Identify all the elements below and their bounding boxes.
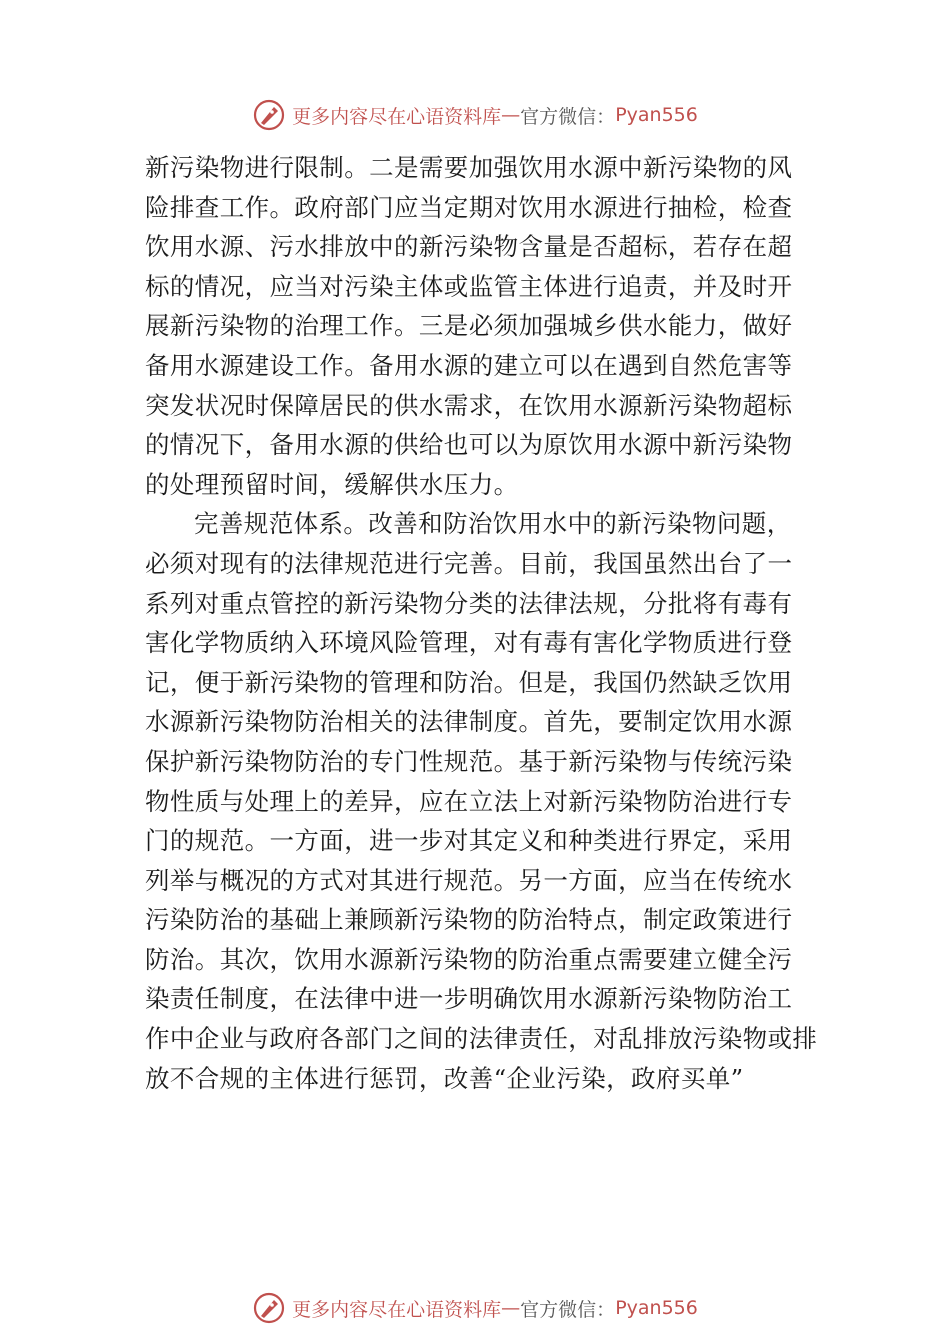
- body-line: 新污染物进行限制。二是需要加强饮用水源中新污染物的风: [145, 153, 793, 182]
- body-line: 必须对现有的法律规范进行完善。目前，我国虽然出台了一: [145, 548, 793, 578]
- body-line: 作中企业与政府各部门之间的法律责任，对乱排放污染物或排: [145, 1024, 818, 1054]
- body-line: 放不合规的主体进行惩罚，改善“企业污染，政府买单”: [145, 1063, 744, 1093]
- body-line: 展新污染物的治理工作。三是必须加强城乡供水能力，做好: [145, 311, 793, 341]
- body-line: 害化学物质纳入环境风险管理，对有毒有害化学物质进行登: [145, 628, 793, 658]
- body-line: 物性质与处理上的差异，应在立法上对新污染物防治进行专: [145, 786, 793, 816]
- banner-wechat-id: Pyan556: [615, 104, 698, 126]
- pen-nib-logo-icon: [252, 98, 286, 132]
- banner-dash: —: [501, 104, 521, 126]
- banner-dash: —: [501, 1297, 521, 1319]
- footer-banner: [0, 1288, 950, 1328]
- body-line: 门的规范。一方面，进一步对其定义和种类进行界定，采用: [145, 826, 793, 856]
- body-line: 标的情况，应当对污染主体或监管主体进行追责，并及时开: [145, 271, 793, 301]
- body-line: 系列对重点管控的新污染物分类的法律法规，分批将有毒有: [145, 588, 793, 618]
- header-banner: [0, 95, 950, 135]
- banner-title: 更多内容尽在心语资料库: [292, 1298, 502, 1321]
- body-line: 饮用水源、污水排放中的新污染物含量是否超标，若存在超: [145, 232, 793, 262]
- body-line: 防治。其次，饮用水源新污染物的防治重点需要建立健全污: [145, 944, 793, 974]
- body-line: 水源新污染物防治相关的法律制度。首先，要制定饮用水源: [145, 707, 793, 737]
- body-line: 污染防治的基础上兼顾新污染物的防治特点，制定政策进行: [145, 905, 793, 935]
- body-line: 保护新污染物防治的专门性规范。基于新污染物与传统污染: [145, 746, 793, 776]
- banner-title: 更多内容尽在心语资料库: [292, 105, 502, 128]
- paragraph-heading-line: 完善规范体系。改善和防治饮用水中的新污染物问题，: [194, 509, 792, 539]
- body-line: 染责任制度，在法律中进一步明确饮用水源新污染物防治工: [145, 984, 793, 1014]
- body-line: 突发状况时保障居民的供水需求，在饮用水源新污染物超标: [145, 390, 793, 420]
- banner-wechat-label: 官方微信：: [520, 105, 616, 128]
- pen-nib-logo-icon: [252, 1291, 286, 1325]
- body-line: 的情况下，备用水源的供给也可以为原饮用水源中新污染物: [145, 430, 793, 460]
- body-line: 列举与概况的方式对其进行规范。另一方面，应当在传统水: [145, 865, 793, 895]
- document-body: [145, 148, 825, 1098]
- banner-wechat-id: Pyan556: [615, 1297, 698, 1319]
- body-line: 备用水源建设工作。备用水源的建立可以在遇到自然危害等: [145, 350, 793, 380]
- body-line: 记，便于新污染物的管理和防治。但是，我国仍然缺乏饮用: [145, 667, 793, 697]
- body-line: 险排查工作。政府部门应当定期对饮用水源进行抽检，检查: [145, 192, 793, 222]
- banner-wechat-label: 官方微信：: [520, 1298, 616, 1321]
- body-line: 的处理预留时间，缓解供水压力。: [145, 469, 519, 499]
